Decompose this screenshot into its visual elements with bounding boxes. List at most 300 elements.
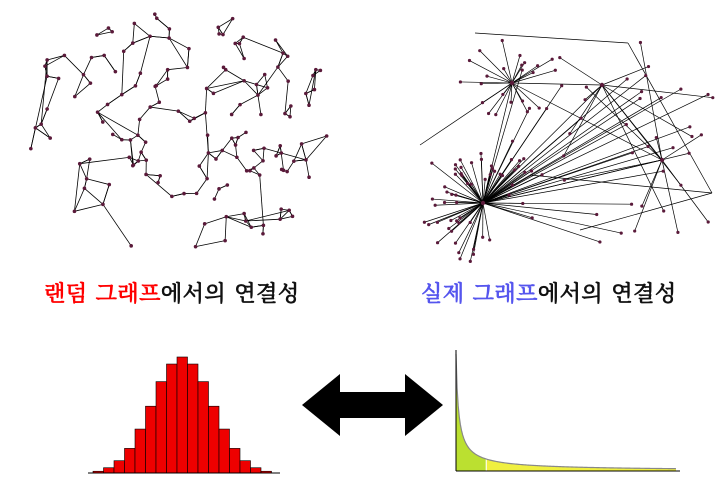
real-graph-node (640, 204, 643, 207)
random-graph-edge (124, 43, 133, 51)
real-graph-edge (502, 41, 512, 83)
random-graph-node (300, 142, 304, 146)
real-graph-node (423, 221, 426, 224)
random-graph-node (262, 146, 266, 150)
random-graph-edge (199, 166, 207, 179)
random-graph-edge (263, 148, 264, 160)
random-graph-node (242, 57, 246, 61)
real-graph-node (458, 257, 461, 260)
real-graph-edge (420, 83, 512, 145)
histogram-bar (219, 429, 230, 473)
real-graph-node (540, 173, 543, 176)
random-graph-node (207, 151, 211, 155)
random-graph-edge (74, 164, 79, 212)
real-graph-node (460, 172, 463, 175)
real-graph-edge (460, 160, 483, 203)
random-graph-node (107, 26, 111, 30)
random-graph-node (288, 115, 292, 119)
real-graph-node (443, 201, 446, 204)
real-graph-node (502, 67, 505, 70)
powerlaw-curve (456, 354, 676, 469)
real-graph-node (454, 173, 457, 176)
real-graph-node (468, 59, 471, 62)
real-graph-node (679, 184, 682, 187)
random-graph-edge (150, 107, 178, 111)
random-graph-node (95, 33, 99, 37)
random-graph-node (217, 187, 221, 191)
real-graph-node (484, 178, 487, 181)
random-graph-edge (258, 95, 261, 114)
real-world-graph (400, 15, 722, 255)
real-graph-node (538, 106, 541, 109)
random-graph-edge (223, 19, 233, 35)
real-graph-edge (496, 83, 512, 115)
random-graph-edge (218, 19, 232, 28)
real-graph-node (563, 179, 566, 182)
real-graph-node (679, 88, 682, 91)
random-graph-node (88, 157, 92, 161)
random-graph-edge (47, 55, 64, 60)
real-graph-hub (510, 81, 514, 85)
real-graph-edge (432, 163, 483, 203)
histogram-bar (251, 468, 262, 473)
random-graph-node (263, 73, 267, 77)
real-graph-node (470, 161, 473, 164)
random-graph-node (216, 25, 220, 29)
real-graph-node (489, 173, 492, 176)
random-graph-edge (306, 94, 309, 106)
random-graph-edge (134, 23, 150, 36)
random-graph-node (34, 126, 38, 130)
real-graph-edge (435, 203, 483, 205)
real-graph-edge (460, 82, 512, 83)
real-graph-node (646, 145, 649, 148)
real-graph-node (639, 41, 642, 44)
random-graph-edge (169, 38, 187, 67)
real-graph-node (469, 221, 472, 224)
random-graph-node (43, 64, 47, 68)
real-graph-node (472, 248, 475, 251)
random-graph-node (134, 84, 138, 88)
real-degree-distribution (448, 350, 683, 480)
real-graph-node (545, 107, 548, 110)
random-graph-edge (196, 224, 205, 247)
random-graph-edge (213, 81, 244, 94)
real-graph-node (487, 112, 490, 115)
real-graph-node (531, 216, 534, 219)
real-graph-edge (512, 83, 602, 85)
random-graph-edge (264, 148, 306, 160)
real-graph-node (521, 202, 524, 205)
random-graph-edge (226, 217, 251, 228)
random-graph-node (195, 192, 199, 196)
real-graph-node (558, 56, 561, 59)
random-graph-node (205, 87, 209, 91)
real-graph-node (700, 133, 703, 136)
real-graph-edge (483, 125, 626, 203)
random-graph-node (307, 103, 311, 107)
random-graph-edge (205, 88, 206, 112)
real-graph-node (434, 204, 437, 207)
random-graph-node (155, 84, 159, 88)
random-graph-node (102, 54, 106, 58)
random-graph-node (224, 215, 228, 219)
real-graph-edge (483, 160, 662, 203)
real-graph-edge (602, 67, 649, 85)
random-graph-node (274, 154, 278, 158)
random-graph-edge (205, 113, 208, 153)
random-graph-edge (108, 95, 122, 105)
real-graph-node (531, 71, 534, 74)
real-graph-edge (483, 94, 708, 203)
real-graph-edges (420, 33, 713, 261)
random-graph-node (242, 212, 246, 216)
random-graph-node (213, 197, 217, 201)
random-graph-node (235, 155, 239, 159)
real-graph-node (427, 223, 430, 226)
real-graph-node (688, 125, 691, 128)
real-graph-node (480, 82, 483, 85)
random-graph-edge (207, 70, 226, 89)
random-graph-node (261, 232, 265, 236)
random-graph-edge (226, 214, 244, 217)
random-graph-edge (64, 55, 83, 74)
double-arrow-shape (302, 374, 443, 436)
random-graph-node (120, 93, 124, 97)
real-graph-node (466, 182, 469, 185)
random-graph-node (186, 66, 190, 70)
real-graph-node (568, 132, 571, 135)
random-graph-node (148, 105, 152, 109)
random-graph-edge (197, 179, 207, 194)
real-graph-edge (483, 148, 673, 203)
random-graph-node (233, 42, 237, 46)
random-graph-node (255, 83, 259, 87)
random-graph-edge (103, 204, 131, 245)
random-graph-node (214, 157, 218, 161)
random-graph-edge (199, 153, 208, 166)
random-graph-edge (207, 81, 244, 89)
real-graph-node (625, 123, 628, 126)
random-graph-node (129, 138, 133, 142)
random-graph-node (188, 119, 192, 123)
real-graph-node (554, 69, 557, 72)
random-graph-edge (98, 112, 122, 140)
random-graph-node (120, 138, 124, 142)
random-graph-edge (278, 53, 283, 67)
real-graph-node (706, 93, 709, 96)
real-graph-node (454, 242, 457, 245)
random-graph-edge (226, 217, 245, 221)
real-graph-node (450, 193, 453, 196)
random-graph-node (212, 92, 216, 96)
random-graph-node (258, 173, 262, 177)
random-graph-node (292, 159, 296, 163)
random-graph-edge (265, 75, 268, 88)
real-graph-edge (483, 92, 642, 203)
random-graph-node (244, 131, 248, 135)
real-graph-node (521, 99, 524, 102)
histogram-bar (125, 448, 136, 473)
random-graph-node (127, 156, 131, 160)
random-graph-node (230, 136, 234, 140)
real-graph-node (655, 136, 658, 139)
random-graph-node (266, 86, 270, 90)
real-graph-node (511, 140, 514, 143)
real-graph-node (455, 219, 458, 222)
random-graph-node (223, 239, 227, 243)
random-graph-edge (256, 75, 264, 85)
real-graph-edge (483, 127, 690, 203)
real-graph-node (517, 165, 520, 168)
random-graph-node (73, 95, 77, 99)
random-graph-caption (44, 277, 300, 308)
real-graph-node (633, 229, 636, 232)
random-graph-edge (246, 210, 289, 221)
random-graph-node (156, 181, 160, 185)
random-graph-edge (278, 56, 288, 67)
real-graph-node (485, 75, 488, 78)
random-graph-node (148, 34, 152, 38)
random-graph-node (122, 49, 126, 53)
double-arrow-icon (300, 370, 445, 440)
random-graph-node (73, 210, 77, 214)
real-graph-edge (481, 159, 483, 203)
real-graph-caption-rest: 에서의 연결성 (537, 282, 677, 307)
real-graph-node (499, 173, 502, 176)
real-graph-node (638, 97, 641, 100)
random-graph-edge (222, 138, 232, 150)
random-graph-edge (205, 217, 227, 224)
random-graph-node (133, 22, 137, 26)
random-graph-node (248, 169, 252, 173)
random-graph-node (224, 68, 228, 72)
random-graph-node (314, 68, 318, 72)
random-graph-edge (122, 51, 124, 94)
random-graph-node (234, 143, 238, 147)
random-graph-edge (280, 146, 283, 171)
histogram-bar (167, 364, 178, 473)
real-graph-node (528, 107, 531, 110)
random-graph-node (157, 100, 161, 104)
real-graph-node (562, 154, 565, 157)
histogram-bar (114, 461, 125, 473)
random-graph-node (101, 120, 105, 124)
random-graph-edge (157, 18, 170, 29)
histogram-bar (230, 448, 241, 473)
random-graph-edge (87, 179, 110, 185)
real-graph-node (523, 61, 526, 64)
random-graph-edge (146, 174, 172, 196)
real-graph-node (595, 213, 598, 216)
real-graph-nodes (423, 39, 715, 263)
random-graph-edge (251, 225, 263, 227)
random-graph-node (194, 245, 198, 249)
random-graph-edge (138, 119, 140, 135)
random-graph-node (168, 27, 172, 31)
random-graph-node (204, 111, 208, 115)
random-graph-edge (133, 23, 135, 43)
real-graph-node (480, 158, 483, 161)
random-graph-node (139, 71, 143, 75)
random-graph-edge (258, 67, 278, 95)
random-graph-edge (103, 185, 109, 205)
random-graph-node (82, 73, 86, 77)
random-graph-node (291, 215, 295, 219)
random-graph-node (313, 88, 317, 92)
random-graph-caption-rest: 에서의 연결성 (160, 282, 300, 307)
real-graph-node (459, 80, 462, 83)
histogram-bar (104, 468, 115, 473)
real-graph-node (501, 39, 504, 42)
real-graph-node (454, 163, 457, 166)
real-graph-edge (602, 85, 664, 211)
real-graph-node (470, 183, 473, 186)
real-graph-node (520, 63, 523, 66)
real-graph-node (490, 164, 493, 167)
random-graph-node (217, 32, 221, 36)
random-graph-node (307, 175, 311, 179)
random-graph-edge (240, 95, 258, 105)
random-graph-node (279, 207, 283, 211)
real-graph-node (494, 113, 497, 116)
random-graph-node (278, 144, 282, 148)
random-graph-node (106, 103, 110, 107)
random-graph-node (132, 163, 136, 167)
random-graph-node (90, 56, 94, 60)
random-graph-node (138, 118, 142, 122)
real-graph-node (511, 183, 514, 186)
real-graph-node (513, 168, 516, 171)
real-graph-node (560, 84, 563, 87)
real-graph-hub (600, 83, 604, 87)
random-graph-node (45, 107, 49, 111)
random-graph-edge (140, 36, 150, 73)
real-graph-node (488, 238, 491, 241)
histogram-bar (188, 364, 199, 473)
real-graph-node (626, 77, 629, 80)
random-graph (20, 5, 350, 255)
random-graph-edge (130, 140, 133, 165)
random-graph-edge (98, 112, 138, 135)
random-graph-node (283, 112, 287, 116)
random-graph-caption-highlight: 랜덤 그래프 (44, 282, 161, 307)
random-graph-node (177, 109, 181, 113)
real-graph-node (530, 169, 533, 172)
real-graph-node (443, 185, 446, 188)
random-graph-edge (294, 160, 306, 161)
real-graph-node (459, 158, 462, 161)
real-graph-node (436, 241, 439, 244)
random-graph-node (244, 219, 248, 223)
random-graph-edge (155, 86, 159, 102)
random-graph-node (286, 54, 290, 58)
real-graph-node (521, 68, 524, 71)
random-graph-node (281, 51, 285, 55)
random-graph-edge (237, 157, 247, 171)
random-graph-node (136, 133, 140, 137)
real-graph-node (481, 236, 484, 239)
random-graph-node (39, 122, 43, 126)
random-graph-node (262, 224, 266, 228)
histogram-bar (156, 382, 167, 473)
random-graph-edge (84, 188, 103, 204)
random-graph-edge (146, 174, 160, 175)
real-graph-edge (483, 203, 621, 233)
random-graph-edge (98, 104, 108, 112)
random-graph-node (238, 42, 242, 46)
random-graph-edge (168, 67, 188, 69)
random-graph-node (241, 35, 245, 39)
random-graph-node (287, 209, 291, 213)
random-graph-node (167, 36, 171, 40)
random-graph-edge (156, 70, 167, 86)
random-graph-edge (91, 55, 104, 57)
random-graph-node (110, 30, 114, 34)
real-graph-node (450, 230, 453, 233)
random-graph-node (252, 166, 256, 170)
random-graph-node (325, 134, 329, 138)
real-graph-hub (481, 201, 485, 205)
random-graph-edge (135, 73, 140, 86)
real-graph-node (518, 159, 521, 162)
random-graph-edge (41, 60, 47, 124)
random-graph-node (166, 77, 170, 81)
random-graph-node (153, 12, 157, 16)
real-graph-node (526, 110, 529, 113)
random-graph-edge (208, 150, 222, 152)
random-graph-node (89, 81, 93, 85)
real-graph-node (478, 49, 481, 52)
random-graph-edge (302, 144, 306, 160)
random-graph-node (205, 177, 209, 181)
real-graph-caption (421, 277, 677, 308)
real-graph-edge (530, 175, 712, 193)
real-graph-edge (475, 33, 628, 43)
random-graph-node (304, 158, 308, 162)
histogram-bar (209, 406, 220, 473)
real-graph-node (510, 158, 513, 161)
random-graph-edge (254, 150, 263, 160)
real-graph-node (472, 253, 475, 256)
random-graph-node (285, 170, 289, 174)
random-graph-node (45, 58, 49, 62)
random-graph-node (57, 77, 61, 81)
real-graph-caption-highlight: 실제 그래프 (421, 282, 538, 307)
real-graph-node (430, 162, 433, 165)
real-graph-node (518, 54, 521, 57)
random-graph-edge (178, 111, 194, 118)
random-graph-node (166, 68, 170, 72)
real-graph-node (620, 231, 623, 234)
random-graph-edge (232, 105, 240, 115)
random-graph-edge (226, 70, 244, 81)
random-graph-node (45, 74, 49, 78)
real-graph-edge (602, 85, 662, 160)
random-graph-node (107, 183, 111, 187)
random-graph-node (311, 74, 315, 78)
random-graph-edge (236, 145, 237, 157)
random-graph-edge (187, 49, 189, 68)
real-graph-node (660, 96, 663, 99)
random-graph-edge (285, 81, 288, 113)
random-graph-node (29, 147, 33, 151)
real-graph-node (662, 209, 665, 212)
real-graph-node (644, 74, 647, 77)
random-graph-node (280, 168, 284, 172)
random-graph-node (220, 149, 224, 153)
random-graph-edge (172, 194, 184, 197)
